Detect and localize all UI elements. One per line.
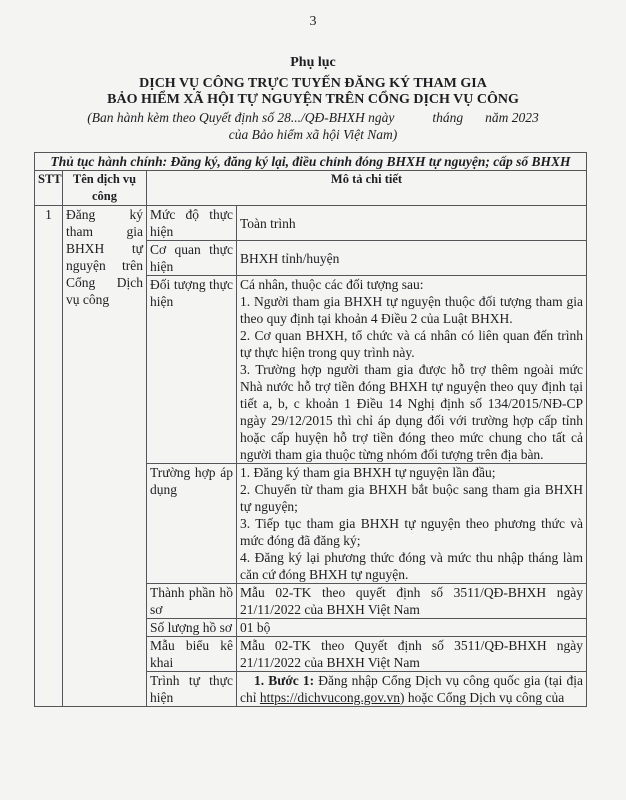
detail-label: Số lượng hồ sơ — [147, 619, 237, 637]
header-stt: STT — [35, 171, 63, 206]
service-name-line: tham gia — [66, 224, 143, 239]
annex-heading: Phụ lục — [290, 55, 336, 70]
detail-paragraph: 2. Cơ quan BHXH, tổ chức và cá nhân có liên quan đến trình tự thực hiện trong quy trình này. — [240, 328, 583, 360]
service-name-line: nguyện trên — [66, 258, 143, 273]
detail-value: Toàn trình — [237, 206, 587, 241]
document-title-line-2: BẢO HIỂM XÃ HỘI TỰ NGUYỆN TRÊN CỔNG DỊCH VỤ CÔNG — [107, 92, 519, 107]
detail-label: Cơ quan thực hiện — [147, 241, 237, 276]
document-title-line-1: DỊCH VỤ CÔNG TRỰC TUYẾN ĐĂNG KÝ THAM GIA — [139, 76, 487, 91]
detail-label: Thành phần hồ sơ — [147, 584, 237, 619]
table-row — [35, 206, 587, 241]
detail-label: Mẫu biểu kê khai — [147, 637, 237, 672]
detail-value: 01 bộ — [237, 619, 587, 637]
detail-label: Trường hợp áp dụng — [147, 464, 237, 584]
row-service-name — [63, 206, 147, 707]
detail-paragraph: 1. Đăng ký tham gia BHXH tự nguyện lần đầu; — [240, 465, 496, 480]
detail-paragraph: 2. Chuyển từ tham gia BHXH bắt buộc sang tham gia BHXH tự nguyện; — [240, 482, 583, 514]
detail-value — [237, 672, 587, 707]
detail-value: Mẫu 02-TK theo quyết định số 3511/QĐ-BHXH ngày 21/11/2022 của BHXH Việt Nam — [237, 584, 587, 619]
detail-paragraph: 4. Đăng ký lại phương thức đóng và mức thu nhập tháng làm căn cứ đóng BHXH tự nguyện. — [240, 550, 583, 582]
header-description: Mô tả chi tiết — [147, 171, 587, 206]
service-name-line: vụ công — [66, 292, 110, 307]
detail-paragraph: Cá nhân, thuộc các đối tượng sau: — [240, 277, 424, 292]
service-name-line: Cổng Dịch — [66, 275, 143, 290]
service-name-line: Đăng ký — [66, 207, 143, 222]
page-number: 3 — [309, 14, 317, 29]
detail-value: Mẫu 02-TK theo Quyết định số 3511/QĐ-BHXH ngày 21/11/2022 của BHXH Việt Nam — [237, 637, 587, 672]
procedure-table — [34, 152, 587, 707]
detail-paragraph: 3. Tiếp tục tham gia BHXH tự nguyện theo phương thức và mức đóng đã đăng ký; — [240, 516, 583, 548]
detail-label: Trình tự thực hiện — [147, 672, 237, 707]
step-label: 1. Bước 1: — [254, 673, 315, 688]
step-text-continued: ) hoặc Cổng Dịch vụ công của — [400, 690, 565, 705]
header-service-name: Tên dịch vụ công — [63, 171, 147, 206]
step-text: Đăng nhập Cổng Dịch vụ công quốc gia (tại địa chỉ — [240, 673, 583, 705]
document-subtitle-line-2: của Bảo hiểm xã hội Việt Nam) — [228, 127, 398, 142]
table-caption-row — [35, 153, 587, 171]
detail-value — [237, 464, 587, 584]
dichvucong-link[interactable]: https://dichvucong.gov.vn — [259, 690, 400, 705]
detail-paragraph: 3. Trường hợp người tham gia được hỗ trợ thêm ngoài mức Nhà nước hỗ trợ tiền đóng BHXH tự nguyện theo quy định tại tiết a, b, c khoản 1 Điều 14 Nghị định số 134/2015/NĐ-CP ngày 29/12/2015 thì chỉ áp dụng đối với trường hợp cấp tỉnh hoặc cấp huyện hỗ trợ tiền đóng theo mức chung cho tất cả người tham gia thuộc từng nhóm đối tượng trên địa bàn. — [240, 362, 583, 462]
row-stt: 1 — [35, 206, 63, 707]
service-name-line: BHXH tự — [66, 241, 143, 256]
detail-paragraph: 1. Người tham gia BHXH tự nguyện thuộc đối tượng tham gia theo quy định tại khoản 4 Điều 2 của Luật BHXH. — [240, 294, 583, 326]
detail-value — [237, 276, 587, 464]
table-header-row — [35, 171, 587, 206]
subtitle-month: tháng — [432, 110, 464, 125]
detail-label: Mức độ thực hiện — [147, 206, 237, 241]
subtitle-year: năm 2023 — [485, 110, 539, 125]
detail-label: Đối tượng thực hiện — [147, 276, 237, 464]
detail-value: BHXH tỉnh/huyện — [237, 241, 587, 276]
subtitle-decision: (Ban hành kèm theo Quyết định số 28.../QĐ-BHXH ngày — [87, 110, 395, 125]
table-caption: Thủ tục hành chính: Đăng ký, đăng ký lại, điều chỉnh đóng BHXH tự nguyện; cấp sổ BHXH — [35, 153, 587, 171]
document-subtitle-line-1 — [0, 110, 626, 126]
